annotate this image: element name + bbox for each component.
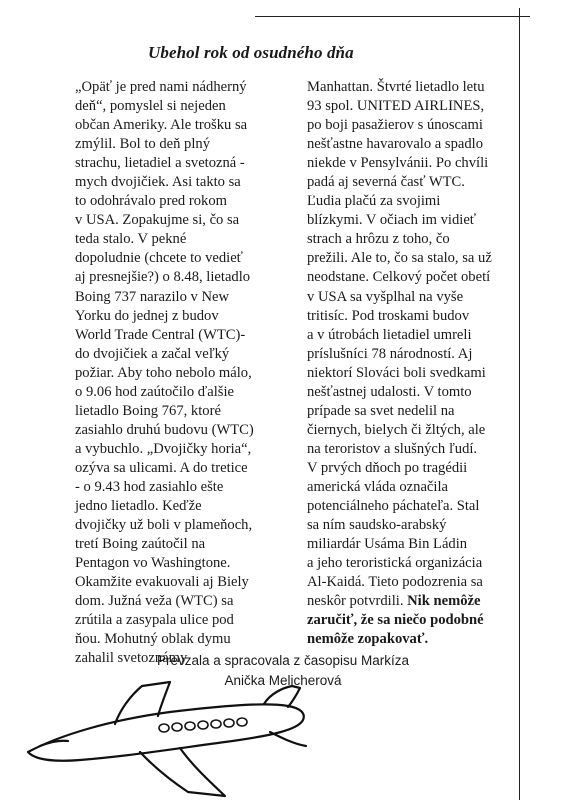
article-text-line: ňou. Mohutný oblak dymu — [75, 631, 231, 648]
article-text-line: lietadlo Boing 767, ktoré — [75, 402, 221, 419]
article-text-line: v USA. Zopakujme si, čo sa — [75, 212, 240, 229]
article-text-line: dom. Južná veža (WTC) sa — [75, 593, 234, 610]
article-right-column — [307, 78, 522, 649]
article-text-line: po boji pasažierov s únoscami — [307, 117, 483, 134]
article-text-line: Yorku do jednej z budov — [75, 307, 219, 324]
article-text-line: prípade sa svet nedelil na — [307, 402, 455, 419]
article-text-line: na teroristov a slušných ľudí. — [307, 440, 478, 457]
article-text-line: V prvých dňoch po tragédii — [307, 459, 468, 476]
article-text-line: Manhattan. Štvrté lietadlo letu — [307, 79, 485, 95]
emphasis-text: Nik nemôže — [407, 593, 481, 610]
article-text-line: - o 9.43 hod zasiahlo ešte — [75, 478, 224, 495]
article-text-line: blízkymi. V očiach im vidieť — [307, 212, 477, 229]
article-text-line: a v útrobách lietadiel umreli — [307, 326, 472, 343]
article-text-line: sa ním saudsko-arabský — [307, 517, 447, 534]
article-text-line: mych dvojičiek. Asi takto sa — [75, 174, 241, 191]
article-text-line: nemôže zopakovať. — [307, 631, 429, 648]
article-text-line: teda stalo. V pekné — [75, 231, 187, 248]
article-text-line: zaručiť, že sa niečo podobné — [307, 612, 484, 629]
article-text-line: ozýva sa ulicami. A do tretice — [75, 459, 248, 476]
article-left-column — [75, 78, 285, 668]
article-text-line: nešťastnej udalosti. V tomto — [307, 383, 472, 400]
article-text-line: a jeho teroristická organizácia — [307, 555, 483, 572]
article-text-line: potenciálneho páchateľa. Stal — [307, 498, 480, 515]
article-text-line: Okamžite evakuovali aj Biely — [75, 574, 249, 591]
article-text-line: zrútila a zasypala ulice pod — [75, 612, 234, 629]
article-text-line: niekde v Pensylvánii. Po chvíli — [307, 155, 489, 172]
article-text-line: neskôr potvrdili. Nik nemôže — [307, 593, 481, 610]
article-text-line: zasiahlo druhú budovu (WTC) — [75, 421, 254, 438]
article-text-line: prežili. Ale to, čo sa stalo, sa už — [307, 250, 492, 267]
article-text-line: a vybuchlo. „Dvojičky horia“, — [75, 440, 252, 457]
article-text-line: o 9.06 hod zaútočilo ďalšie — [75, 383, 234, 400]
article-text-line: príslušníci 78 národností. Aj — [307, 345, 473, 362]
article-text-line: neodstane. Celkový počet obetí — [307, 269, 491, 286]
article-text-line: tritisíc. Pod troskami budov — [307, 307, 470, 324]
article-text-line: americká vláda označila — [307, 478, 448, 495]
article-text-line: nešťastne havarovalo a spadlo — [307, 136, 484, 153]
article-text-line: tretí Boing zaútočil na — [75, 536, 206, 553]
article-text-line: do dvojičiek a začal veľký — [75, 345, 230, 362]
article-text-line: miliardár Usáma Bin Ládin — [307, 536, 468, 553]
article-text-line: občan Ameriky. Ale trošku sa — [75, 117, 248, 134]
article-text-line: čiernych, bielych či žltých, ale — [307, 421, 486, 438]
credit-source-line: Prevzala a spracovala z časopisu Markíza — [156, 653, 410, 668]
article-text-line: padá aj severná časť WTC. — [307, 174, 465, 191]
article-text-line: 93 spol. UNITED AIRLINES, — [307, 98, 485, 115]
article-text-line: Ľudia plačú za svojimi — [307, 193, 441, 210]
article-text-line: jedno lietadlo. Keďže — [75, 498, 202, 515]
article-text-line: zahalil svetoznámy — [75, 650, 188, 667]
article-text-line: dopoludnie (chcete to vedieť — [75, 250, 243, 267]
article-text-line: strachu, lietadiel a svetozná - — [75, 155, 245, 172]
article-text-line: zmýlil. Bol to deň plný — [75, 136, 210, 153]
article-text-line: Al-Kaidá. Tieto podozrenia sa — [307, 574, 483, 591]
article-text-line: to odohrávalo pred rokom — [75, 193, 227, 210]
article-text-line: „Opäť je pred nami nádherný — [75, 79, 247, 95]
article-text-line: Boing 737 narazilo v New — [75, 288, 230, 305]
article-text-line: aj presnejšie?) o 8.48, lietadlo — [75, 269, 251, 286]
airplane-drawing-icon — [20, 680, 320, 800]
article-text-line: dvojičky už boli v plameňoch, — [75, 517, 253, 534]
top-border-rule — [255, 16, 530, 17]
article-text-line: niektorí Slováci boli svedkami — [307, 364, 486, 381]
credit-author-line: Anička Melicherová — [224, 673, 342, 688]
article-text-line: požiar. Aby toho nebolo málo, — [75, 364, 252, 381]
article-text-line: deň“, pomyslel si nejeden — [75, 98, 226, 115]
article-text-line: v USA sa vyšplhal na vyše — [307, 288, 464, 305]
article-text-line: strach a hrôzu z toho, čo — [307, 231, 450, 248]
article-text-line: World Trade Central (WTC)- — [75, 326, 246, 343]
article-title: Ubehol rok od osudného dňa — [148, 43, 354, 62]
article-text-line: Pentagon vo Washingtone. — [75, 555, 231, 572]
